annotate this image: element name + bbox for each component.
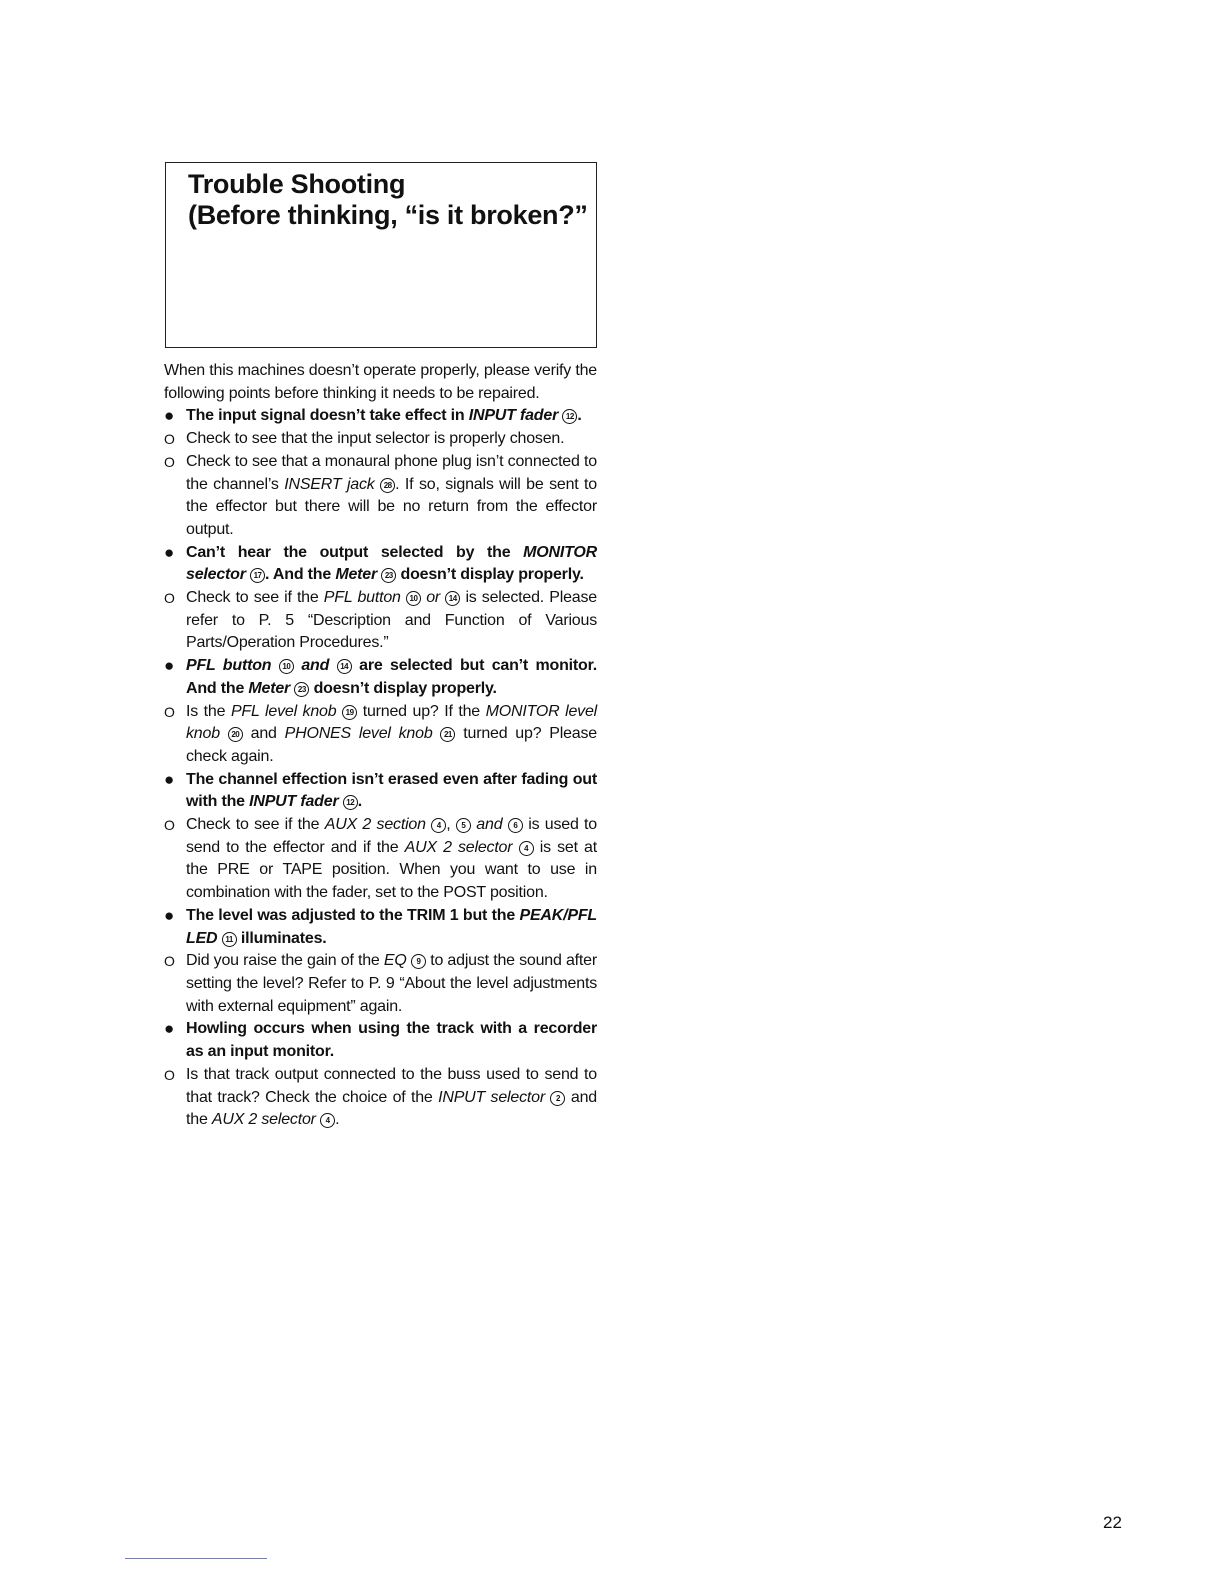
- part-number-icon: 4: [519, 841, 534, 856]
- part-number-icon: 6: [508, 818, 523, 833]
- problem-heading: ● Can’t hear the output selected by the MONITOR selector 17 . And the Meter 23 doesn’t display properly.: [164, 542, 597, 584]
- part-number-icon: 23: [294, 682, 309, 697]
- check-circle-icon: O: [164, 431, 175, 448]
- check-item: O Check to see if the PFL button 10 or 14 is selected. Please refer to P. 5 “Description and Function of Various Parts/Operation Procedures.”: [164, 589, 597, 652]
- control-name: PFL level knob: [230, 702, 337, 720]
- control-name: AUX 2 section: [324, 816, 426, 834]
- control-name: PEAK/PFL LED: [186, 906, 597, 947]
- control-name: PFL button: [186, 657, 272, 675]
- part-number-icon: 4: [320, 1113, 335, 1128]
- check-circle-icon: O: [164, 453, 175, 470]
- control-name: INPUT selector: [438, 1088, 545, 1106]
- part-number-icon: 21: [440, 727, 455, 742]
- check-item: O Is the PFL level knob 19 turned up? If the MONITOR level knob 20 and PHONES level knob 21 turned up? Please check again.: [164, 702, 597, 765]
- problem-heading: ● The input signal doesn’t take effect in INPUT fader 12 .: [164, 405, 597, 428]
- check-circle-icon: O: [164, 953, 175, 970]
- part-number-icon: 4: [431, 818, 446, 833]
- control-name: EQ: [383, 952, 407, 970]
- part-number-icon: 14: [337, 659, 352, 674]
- control-name: Meter: [335, 566, 378, 584]
- check-item: O Did you raise the gain of the EQ 9 to adjust the sound after setting the level? Refer to P. 9 “About the level adjustments with external equipment” again.: [164, 952, 598, 1015]
- bullet-icon: ●: [164, 406, 175, 426]
- part-number-icon: 20: [228, 727, 243, 742]
- control-name: MONITOR selector: [186, 543, 597, 584]
- page-number: 22: [1103, 1513, 1122, 1532]
- part-number-icon: 2: [550, 1091, 565, 1106]
- problem-heading: ● PFL button 10 and 14 are selected but can’t monitor. And the Meter 23 doesn’t display properly.: [164, 656, 598, 697]
- part-number-icon: 11: [222, 932, 237, 947]
- part-number-icon: 28: [380, 478, 395, 493]
- part-number-icon: 5: [456, 818, 471, 833]
- control-name: AUX 2 selector: [211, 1111, 316, 1129]
- part-number-icon: 19: [342, 705, 357, 720]
- control-name: MONITOR level knob: [186, 702, 597, 743]
- part-number-icon: 23: [381, 568, 396, 583]
- part-number-icon: 12: [562, 409, 577, 424]
- check-circle-icon: O: [164, 1066, 175, 1083]
- bullet-icon: ●: [164, 769, 175, 789]
- bullet-icon: ●: [164, 1019, 175, 1039]
- bullet-icon: ●: [164, 905, 175, 925]
- problem-heading: ● Howling occurs when using the track with a recorder as an input monitor.: [164, 1019, 597, 1061]
- check-item: O Check to see that a monaural phone plug isn’t connected to the channel’s INSERT jack 28 . If so, signals will be sent to the effector but there will be no return from the effector output.: [164, 452, 597, 538]
- control-name: INSERT jack: [284, 475, 375, 493]
- check-item: O Check to see if the AUX 2 section 4 , 5 and 6 is used to send to the effector and if the AUX 2 selector 4 is set at the PRE or TAPE position. When you want to use in combination with the fader, set to the POST position.: [164, 816, 598, 902]
- part-number-icon: 17: [250, 568, 265, 583]
- part-number-icon: 10: [406, 591, 421, 606]
- control-name: PHONES level knob: [284, 725, 433, 743]
- bullet-icon: ●: [164, 542, 175, 562]
- bottom-divider: [125, 1558, 267, 1559]
- control-name: INPUT fader: [468, 407, 559, 425]
- page-title: Trouble Shooting: [188, 169, 406, 199]
- control-name: PFL button: [323, 589, 401, 607]
- title-box: [165, 162, 597, 348]
- troubleshooting-content: [164, 360, 597, 1132]
- problem-heading: ● The channel effection isn’t erased even after fading out with the INPUT fader 12 .: [164, 769, 597, 811]
- check-item: O Check to see that the input selector is properly chosen.: [164, 428, 597, 451]
- check-item: O Is that track output connected to the buss used to send to that track? Check the choice of the INPUT selector 2 and the AUX 2 selector 4 .: [164, 1065, 598, 1129]
- page-subtitle: (Before thinking, “is it broken?”: [188, 200, 588, 230]
- check-circle-icon: O: [164, 703, 175, 720]
- bullet-icon: ●: [164, 656, 175, 676]
- check-circle-icon: O: [164, 590, 175, 607]
- part-number-icon: 9: [411, 954, 426, 969]
- part-number-icon: 12: [343, 795, 358, 810]
- control-name: INPUT fader: [249, 793, 339, 811]
- control-name: Meter: [248, 679, 291, 697]
- problem-heading: ● The level was adjusted to the TRIM 1 but the PEAK/PFL LED 11 illuminates.: [164, 905, 597, 947]
- control-name: AUX 2 selector: [404, 838, 513, 856]
- part-number-icon: 14: [445, 591, 460, 606]
- check-circle-icon: O: [164, 817, 175, 834]
- part-number-icon: 10: [279, 659, 294, 674]
- intro-paragraph: When this machines doesn’t operate properly, please verify the following points before thinking it needs to be repaired.: [164, 362, 597, 402]
